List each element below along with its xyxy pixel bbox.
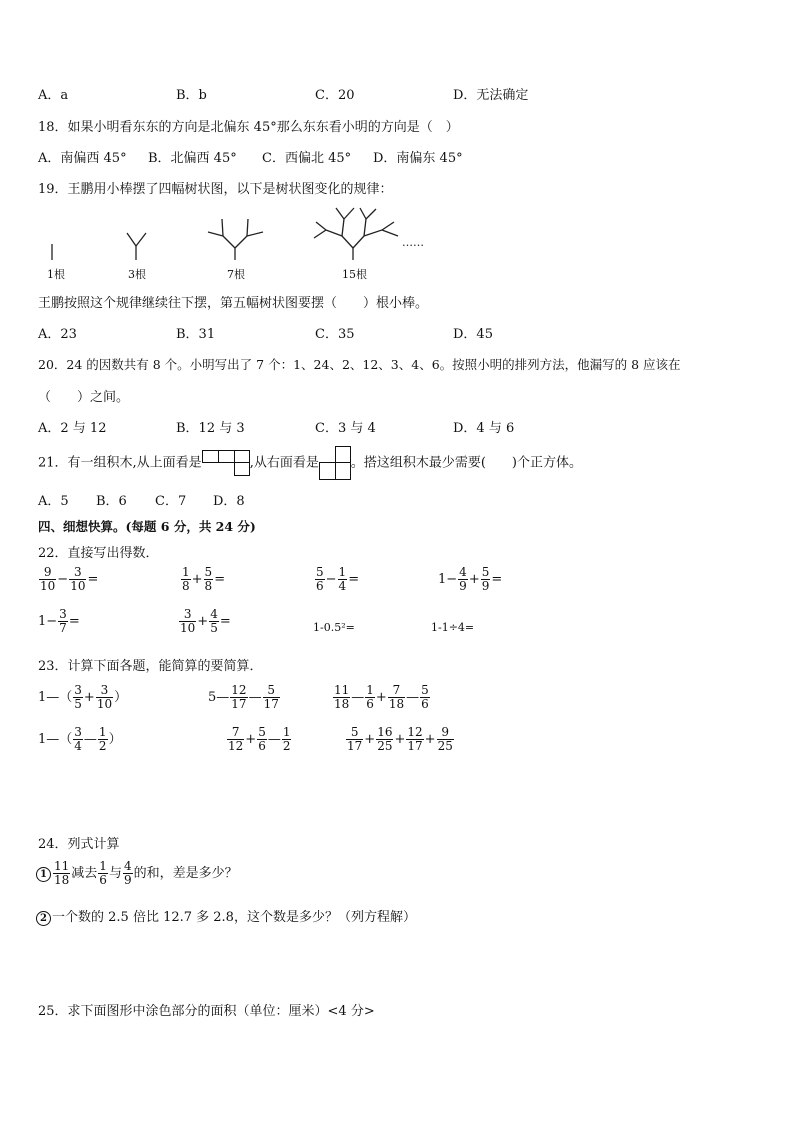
q24-stem: 24．列式计算 <box>38 837 120 852</box>
q21-top-view-grid <box>202 450 250 476</box>
q21-option-d[interactable]: D．8 <box>213 494 245 509</box>
q22-item-7: 1-0.5²= <box>313 621 355 634</box>
q23-expr-2: 5— $\frac{12}{17}$ — $\frac{5}{17}$ <box>208 683 279 711</box>
q23-expr-6: $\frac{5}{17}$ + $\frac{16}{25}$ + $\frac{12}{17}$ + $\frac{9}{25}$ <box>347 725 453 753</box>
q17-option-b[interactable]: B．b <box>176 88 207 103</box>
q18-option-b[interactable]: B．北偏西 45° <box>148 151 237 166</box>
q21-stem <box>38 446 582 480</box>
q20-stem-line2: （ ）之间。 <box>38 390 130 405</box>
q19-option-a[interactable]: A．23 <box>38 327 77 342</box>
q23-stem: 23．计算下面各题，能简算的要简算． <box>38 659 263 674</box>
q23-expr-3: $\frac{11}{18}$ — $\frac{1}{6}$ + $\frac{7}{18}$ — $\frac{5}{6}$ <box>334 683 429 711</box>
q23-expr-1: 1—（ $\frac{3}{5}$ + $\frac{3}{10}$ ） <box>38 683 128 711</box>
q19-label-3: 7根 <box>227 268 245 281</box>
q17-option-a[interactable]: A．a <box>38 88 69 103</box>
q20-option-d[interactable]: D．4 与 6 <box>453 421 515 436</box>
q22-item-1: $\frac{9}{10}$ − $\frac{3}{10}$ = <box>40 565 99 593</box>
q19-label-4: 15根 <box>342 268 367 281</box>
q25-stem: 25．求下面图形中涂色部分的面积（单位：厘米）<4 分> <box>38 1004 375 1019</box>
q20-stem-line1: 20．24 的因数共有 8 个。小明写出了 7 个：1、24、2、12、3、4、6。按照小明的排列方法，他漏写的 8 应该在 <box>38 357 681 372</box>
q19-option-b[interactable]: B．31 <box>176 327 216 342</box>
q19-ellipsis: …… <box>402 236 424 249</box>
q19-question: 王鹏按照这个规律继续往下摆，第五幅树状图要摆（ ）根小棒。 <box>38 296 429 311</box>
q21-text-3: 。搭这组积木最少需要( )个正方体。 <box>350 455 582 471</box>
q19-label-1: 1根 <box>47 268 65 281</box>
circled-number-1: 1 <box>36 867 51 882</box>
q19-label-2: 3根 <box>128 268 146 281</box>
q21-option-c[interactable]: C．7 <box>155 494 187 509</box>
q22-item-6: $\frac{3}{10}$ + $\frac{4}{5}$ = <box>180 607 231 635</box>
q18-option-c[interactable]: C．西偏北 45° <box>262 151 352 166</box>
q17-option-c[interactable]: C．20 <box>315 88 355 103</box>
q22-item-2: $\frac{1}{8}$ + $\frac{5}{8}$ = <box>182 565 226 593</box>
q21-text-1: 21．有一组积木,从上面看是 <box>38 455 202 471</box>
q17-option-d[interactable]: D．无法确定 <box>453 88 529 103</box>
circled-number-2: 2 <box>36 911 51 926</box>
q18-option-a[interactable]: A．南偏西 45° <box>38 151 127 166</box>
q20-option-b[interactable]: B．12 与 3 <box>176 421 245 436</box>
q20-option-a[interactable]: A．2 与 12 <box>38 421 107 436</box>
q22-item-4: 1− $\frac{4}{9}$ + $\frac{5}{9}$ = <box>438 565 503 593</box>
q22-item-8: 1-1÷4= <box>431 621 475 634</box>
q23-expr-4: 1—（ $\frac{3}{4}$ — $\frac{1}{2}$ ） <box>38 725 122 753</box>
section-4-heading: 四、细想快算。(每题 6 分，共 24 分) <box>38 519 256 534</box>
q22-item-3: $\frac{5}{6}$ − $\frac{1}{4}$ = <box>316 565 360 593</box>
q21-right-view-grid <box>319 446 351 480</box>
q18-stem: 18．如果小明看东东的方向是北偏东 45°那么东东看小明的方向是（ ） <box>38 120 459 135</box>
q19-option-c[interactable]: C．35 <box>315 327 355 342</box>
q19-stem: 19．王鹏用小棒摆了四幅树状图，以下是树状图变化的规律： <box>38 182 393 197</box>
q19-option-d[interactable]: D．45 <box>453 327 493 342</box>
q24-part-1: 1 $\frac{11}{18}$ 减去 $\frac{1}{6}$ 与 $\frac{4}{9}$ 的和，差是多少？ <box>36 860 238 887</box>
q22-item-5: 1− $\frac{3}{7}$ = <box>38 607 80 635</box>
q21-option-a[interactable]: A．5 <box>38 494 69 509</box>
q21-text-2: ,从右面看是 <box>249 455 319 471</box>
q24-part-2: 2 一个数的 2.5 倍比 12.7 多 2.8，这个数是多少？（列方程解） <box>36 906 416 926</box>
q20-option-c[interactable]: C．3 与 4 <box>315 421 376 436</box>
q23-expr-5: $\frac{7}{12}$ + $\frac{5}{6}$ — $\frac{1}{2}$ <box>228 725 291 753</box>
q22-stem: 22．直接写出得数． <box>38 546 159 561</box>
q21-option-b[interactable]: B．6 <box>96 494 127 509</box>
q18-option-d[interactable]: D．南偏东 45° <box>373 151 463 166</box>
